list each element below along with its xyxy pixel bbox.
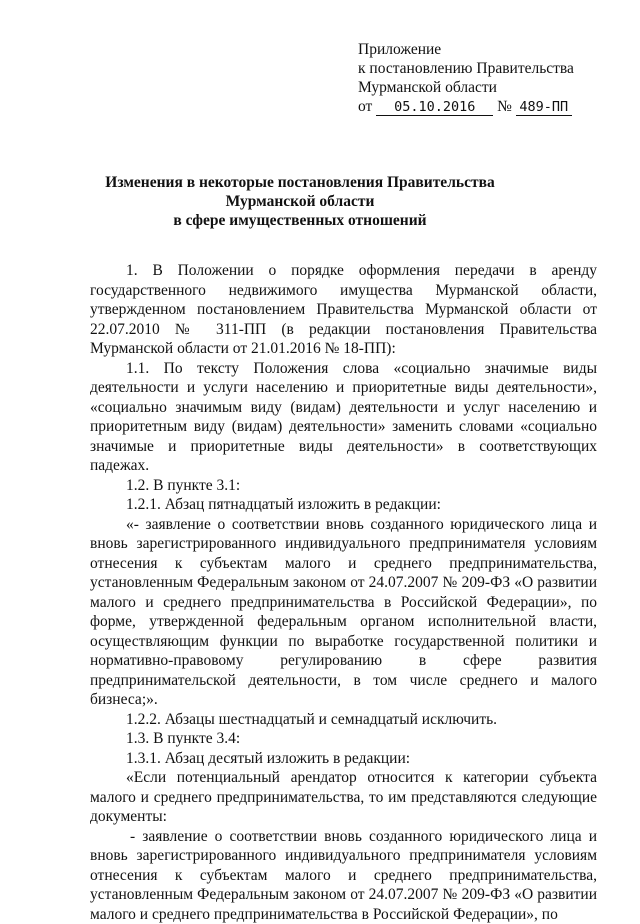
paragraph-1-2: 1.2. В пункте 3.1: xyxy=(90,476,597,496)
appendix-title: Приложение xyxy=(358,40,618,59)
paragraph-1-2-1: 1.2.1. Абзац пятнадцатый изложить в редакции: xyxy=(90,495,597,515)
paragraph-quote-3: - заявление о соответствии вновь созданного юридического лица и вновь зарегистрированного индивидуального предпринимателя условиям отнесения к субъектам малого и среднего предпринимательства, установленным Федеральным законом от 24.07.2007 № 209-ФЗ «О развитии малого и среднего предпринимательства в Российской Федерации», по xyxy=(90,827,597,924)
document-body xyxy=(90,261,597,924)
date-prefix: от xyxy=(358,98,372,115)
decree-date: 05.10.2016 xyxy=(376,100,493,116)
title-line-2: Мурманской области xyxy=(60,192,540,211)
paragraph-1-2-2: 1.2.2. Абзацы шестнадцатый и семнадцатый исключить. xyxy=(90,710,597,730)
paragraph-1-3-1: 1.3.1. Абзац десятый изложить в редакции: xyxy=(90,749,597,769)
decree-number: 489-ПП xyxy=(516,100,572,116)
paragraph-1-1: 1.1. По тексту Положения слова «социально значимые виды деятельности и услуги населению и приоритетные виды деятельности», «социально значимым виду (видам) деятельности и услуг населению и приоритетным виду (видам) деятельности» заменить словами «социально значимые и приоритетные виды деятельности» в соответствующих падежах. xyxy=(90,359,597,476)
appendix-reference: к постановлению Правительства xyxy=(358,59,618,78)
document-title xyxy=(60,173,540,230)
number-prefix: № xyxy=(497,98,512,115)
paragraph-quote-1: «- заявление о соответствии вновь созданного юридического лица и вновь зарегистрированного индивидуального предпринимателя условиям отнесения к субъектам малого и среднего предпринимательства, установленным Федеральным законом от 24.07.2007 № 209-ФЗ «О развитии малого и среднего предпринимательства в Российской Федерации», по форме, утвержденной федеральным органом исполнительной власти, осуществляющим функции по выработке государственной политики и нормативно-правовому регулированию в сфере развития предпринимательской деятельности, в том числе среднего и малого бизнеса;». xyxy=(90,515,597,710)
appendix-block xyxy=(358,40,618,116)
paragraph-1: 1. В Положении о порядке оформления передачи в аренду государственного недвижимого имущества Мурманской области, утвержденном постановлением Правительства Мурманской области от 22.07.2010 № 311-ПП (в редакции постановления Правительства Мурманской области от 21.01.2016 № 18-ПП): xyxy=(90,261,597,359)
title-line-1: Изменения в некоторые постановления Правительства xyxy=(60,173,540,192)
title-line-3: в сфере имущественных отношений xyxy=(60,211,540,230)
paragraph-1-3: 1.3. В пункте 3.4: xyxy=(90,729,597,749)
appendix-date-line xyxy=(358,97,618,116)
paragraph-quote-2: «Если потенциальный арендатор относится к категории субъекта малого и среднего предпринимательства, то им представляются следующие документы: xyxy=(90,768,597,827)
appendix-region: Мурманской области xyxy=(358,78,618,97)
